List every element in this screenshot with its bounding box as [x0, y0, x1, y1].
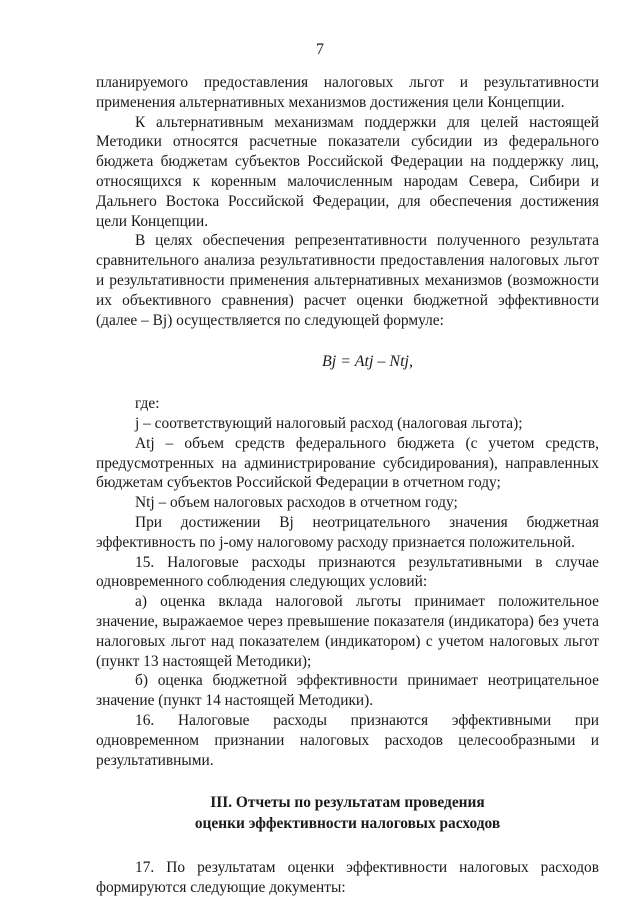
paragraph-continuation: планируемого предоставления налоговых льгот и результативности применения альтернативных механизмов достижения цели Концепции. — [96, 74, 599, 111]
paragraph-15a: а) оценка вклада налоговой льготы принимает положительное значение, выражаемое через превышение показателя (индикатора) без учета налоговых льгот над показателем (индикатором) с учетом налоговых льгот (пункт 13 настоящей Методики); — [96, 593, 599, 670]
paragraph-16: 16. Налоговые расходы признаются эффективными при одновременном признании налоговых расходов целесообразными и результативными. — [96, 711, 599, 769]
paragraph-alternative-mechanisms: К альтернативным механизмам поддержки для целей настоящей Методики относятся расчетные показатели субсидии из федерального бюджета бюджетам субъектов Российской Федерации на поддержку лиц, относящихся к коренным малочисленным народам Севера, Сибири и Дальнего Востока Российской Федерации, для обеспечения достижения цели Концепции. — [96, 113, 599, 230]
document-body — [96, 73, 599, 898]
paragraph-17: 17. По результатам оценки эффективности налоговых расходов формируются следующие документы: — [96, 859, 599, 897]
section-heading-line-2: оценки эффективности налоговых расходов — [194, 815, 501, 833]
section-heading-line-1: III. Отчеты по результатам проведения — [210, 794, 485, 812]
paragraph-15: 15. Налоговые расходы признаются результативными в случае одновременного соблюдения следующих условий: — [96, 553, 599, 591]
section-heading — [96, 792, 599, 834]
page-number: 7 — [316, 41, 324, 58]
paragraph-positive-efficiency: При достижении Bj неотрицательного значения бюджетная эффективность по j-ому налоговому расходу признается положительной. — [96, 513, 599, 551]
formula — [96, 352, 599, 372]
definition-j: j – соответствующий налоговый расход (налоговая льгота); — [135, 414, 523, 432]
where-label: где: — [135, 395, 160, 413]
definition-ntj: Ntj – объем налоговых расходов в отчетном году; — [135, 494, 458, 512]
paragraph-15b: б) оценка бюджетной эффективности принимает неотрицательное значение (пункт 14 настоящей Методики). — [96, 672, 599, 710]
formula-text: Bj = Atj – Ntj, — [322, 353, 413, 371]
definition-atj: Atj – объем средств федерального бюджета (с учетом средств, предусмотренных на администрирование субсидирования), направленных бюджетам субъектов Российской Федерации в отчетном году; — [96, 434, 599, 492]
paragraph-representativeness: В целях обеспечения репрезентативности полученного результата сравнительного анализа результативности предоставления налоговых льгот и результативности применения альтернативных механизмов (возможности их объективного сравнения) расчет оценки бюджетной эффективности (далее – Bj) осуществляется по следующей формуле: — [96, 232, 599, 329]
